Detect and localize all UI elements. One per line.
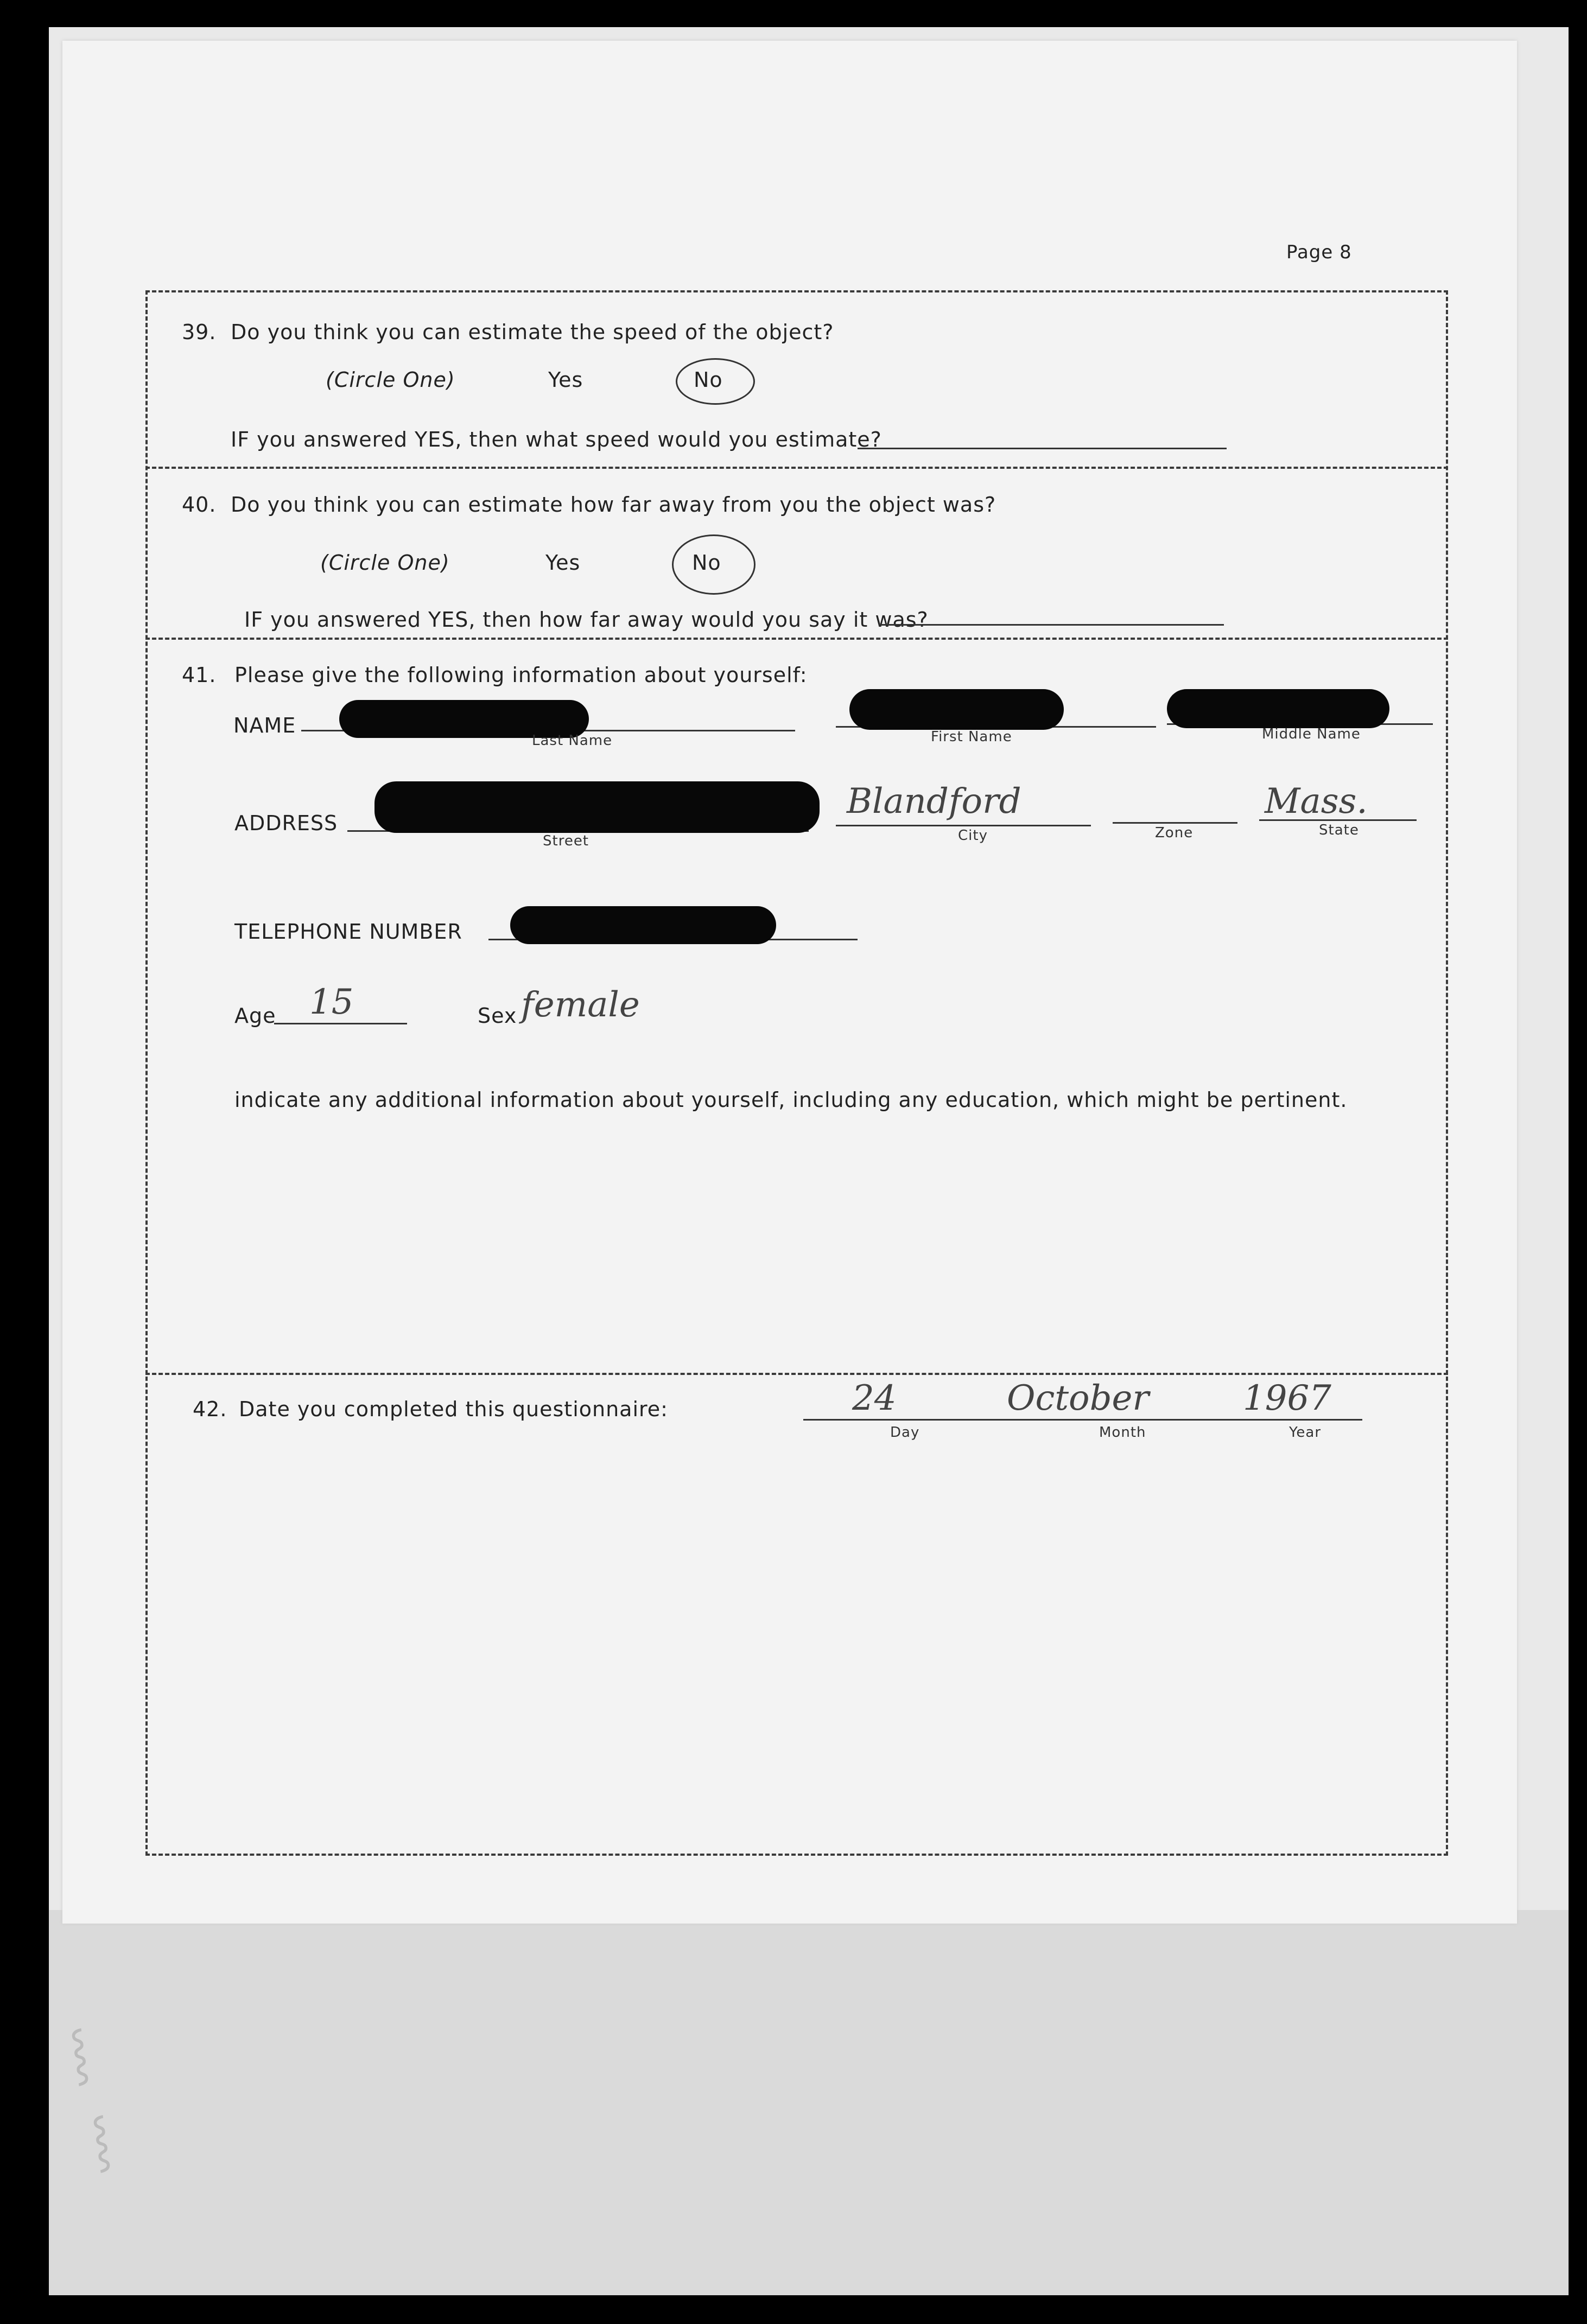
redaction-first-name xyxy=(849,689,1064,730)
date-line[interactable] xyxy=(803,1419,1362,1421)
middle-name-caption: Middle Name xyxy=(1262,726,1361,742)
sex-handwriting: female xyxy=(521,985,640,1025)
age-line[interactable] xyxy=(274,1023,407,1024)
film-scratch: ⸾ xyxy=(67,2024,92,2083)
q42-number: 42. xyxy=(193,1397,227,1421)
state-caption: State xyxy=(1319,822,1359,838)
divider-40-41 xyxy=(145,638,1448,640)
month-caption: Month xyxy=(1099,1424,1146,1441)
address-label: ADDRESS xyxy=(234,811,338,835)
q40-text: Do you think you can estimate how far away from you the object was? xyxy=(231,493,996,517)
first-name-caption: First Name xyxy=(931,729,1012,745)
q42-text: Date you completed this questionnaire: xyxy=(239,1397,668,1421)
q39-yes: Yes xyxy=(548,368,583,392)
year-handwriting: 1967 xyxy=(1243,1378,1331,1418)
q41-number: 41. xyxy=(182,663,217,687)
film-scratch: ⸾ xyxy=(88,2111,114,2170)
city-line[interactable] xyxy=(836,825,1091,826)
month-handwriting: October xyxy=(1007,1378,1149,1418)
divider-39-40 xyxy=(145,467,1448,469)
city-handwriting: Blandford xyxy=(847,781,1021,822)
q39-followup: IF you answered YES, then what speed would you estimate? xyxy=(231,428,882,451)
last-name-caption: Last Name xyxy=(532,733,613,749)
state-handwriting: Mass. xyxy=(1265,781,1368,822)
form-border xyxy=(145,290,1448,1856)
street-caption: Street xyxy=(543,833,589,849)
q39-number: 39. xyxy=(182,320,217,344)
sex-label: Sex xyxy=(478,1004,517,1028)
q39-text: Do you think you can estimate the speed of the object? xyxy=(231,320,834,344)
q40-no: No xyxy=(692,551,721,575)
q41-text: Please give the following information about yourself: xyxy=(234,663,808,687)
name-label: NAME xyxy=(233,714,296,737)
q40-number: 40. xyxy=(182,493,217,517)
q39-no: No xyxy=(694,368,723,392)
q40-circle-label: (Circle One) xyxy=(320,551,450,575)
q39-circle-label: (Circle One) xyxy=(326,368,455,392)
day-handwriting: 24 xyxy=(852,1378,897,1418)
divider-41-42 xyxy=(145,1373,1448,1375)
page-number: Page 8 xyxy=(1286,241,1352,263)
redaction-street xyxy=(374,781,820,833)
q40-answer-line[interactable] xyxy=(879,624,1224,626)
redaction-telephone xyxy=(510,906,776,944)
zone-caption: Zone xyxy=(1155,825,1194,841)
age-handwriting: 15 xyxy=(309,982,354,1022)
q39-answer-line[interactable] xyxy=(858,448,1227,449)
redaction-middle-name xyxy=(1167,689,1389,728)
q39-circle-mark xyxy=(676,358,755,405)
q40-yes: Yes xyxy=(545,551,581,575)
age-label: Age xyxy=(234,1004,276,1028)
zone-line[interactable] xyxy=(1113,822,1237,824)
additional-info-prompt: indicate any additional information about yourself, including any education, which might be pertinent. xyxy=(234,1088,1348,1112)
year-caption: Year xyxy=(1289,1424,1322,1441)
q40-circle-mark xyxy=(672,534,756,595)
backing-board-lower xyxy=(49,1910,1569,2295)
city-caption: City xyxy=(958,827,988,844)
day-caption: Day xyxy=(890,1424,920,1441)
q40-followup: IF you answered YES, then how far away would you say it was? xyxy=(244,608,929,632)
telephone-label: TELEPHONE NUMBER xyxy=(234,920,462,944)
